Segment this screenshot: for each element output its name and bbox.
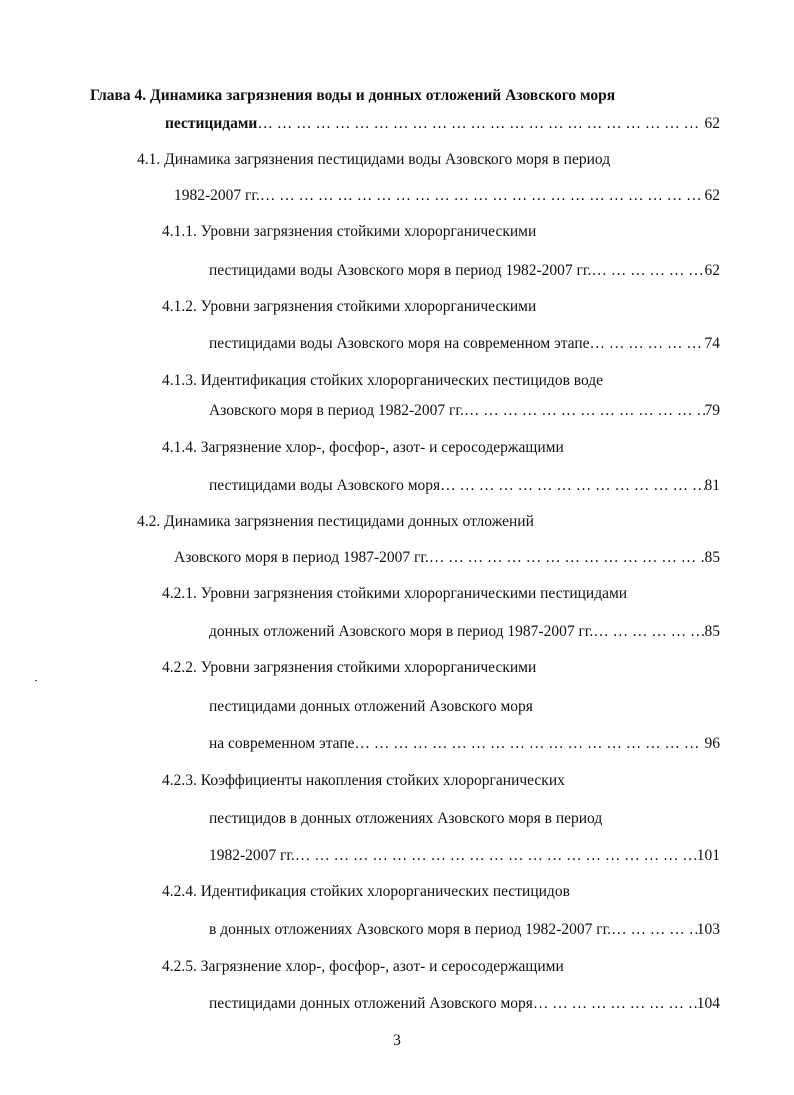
toc-entry-4-1 (174, 186, 720, 206)
toc-leader: … … … … … … … … … … … … … … … … … … … … … … … … … … … … … … … … … … … … … … … … … … … … … (591, 261, 704, 281)
toc-entry-text: на современном этапе (209, 735, 355, 752)
toc-page-number: 62 (704, 262, 720, 279)
toc-subsection-title: 4.1.2. Уровни загрязнения стойкими хлорорганическими (162, 298, 537, 315)
toc-leader: … … … … … … … … … … … … … … … … … … … … … … … … … … … … … … … … … … … … … … … … … … … … … (260, 186, 705, 206)
toc-leader: … … … … … … … … … … … … … … … … … … … … … … … … … … … … … … … … … … … … … … … … … … … … … (611, 920, 697, 940)
page-number: 3 (393, 1032, 401, 1049)
toc-entry-text: пестицидами (165, 115, 258, 132)
toc-entry-4-1-3 (209, 401, 720, 421)
toc-entry-4-2-2 (209, 734, 720, 754)
toc-subsection-title: 4.2.4. Идентификация стойких хлорорганических пестицидов (162, 883, 570, 900)
toc-subsection-continued: пестицидами донных отложений Азовского моря (209, 698, 533, 715)
toc-subsection-title: 4.2.1. Уровни загрязнения стойкими хлорорганическими пестицидами (162, 585, 628, 602)
toc-entry-text: 1982-2007 гг. (209, 847, 295, 864)
toc-leader: … … … … … … … … … … … … … … … … … … … … … … … … … … … … … … … … … … … … … … … … … … … … … (257, 114, 704, 134)
toc-page-number: 96 (704, 735, 720, 752)
toc-leader: … … … … … … … … … … … … … … … … … … … … … … … … … … … … … … … … … … … … … … … … … … … … … (429, 548, 705, 568)
toc-page-number: 62 (704, 187, 720, 204)
toc-subsection-title: 4.1.3. Идентификация стойких хлорорганических пестицидов воде (162, 372, 604, 389)
toc-entry-4-1-2 (209, 334, 720, 354)
toc-leader: … … … … … … … … … … … … … … … … … … … … … … … … … … … … … … … … … … … … … … … … … … … … … (590, 334, 705, 354)
toc-leader: … … … … … … … … … … … … … … … … … … … … … … … … … … … … … … … … … … … … … … … … … … … … … (593, 622, 704, 642)
toc-leader: … … … … … … … … … … … … … … … … … … … … … … … … … … … … … … … … … … … … … … … … … … … … … (295, 846, 697, 866)
toc-entry-4-1-4 (209, 476, 720, 496)
toc-page-number: 81 (704, 477, 720, 494)
toc-entry-text: донных отложений Азовского моря в период 1987-2007 гг. (209, 623, 594, 640)
toc-page-number: 62 (704, 115, 720, 132)
toc-entry-text: 1982-2007 гг. (174, 187, 260, 204)
toc-leader: … … … … … … … … … … … … … … … … … … … … … … … … … … … … … … … … … … … … … … … … … … … … … (533, 994, 697, 1014)
toc-subsection-title: 4.2.2. Уровни загрязнения стойкими хлорорганическими (162, 659, 537, 676)
toc-entry-text: Азовского моря в период 1987-2007 гг. (174, 549, 429, 566)
toc-page-number: 85 (704, 549, 720, 566)
toc-entry-4-2-5 (209, 994, 720, 1014)
toc-entry-4-1-1 (209, 261, 720, 281)
toc-page-number: 79 (704, 402, 720, 419)
toc-subsection-title: 4.2.5. Загрязнение хлор-, фосфор-, азот- и серосодержащими (162, 958, 564, 975)
toc-subsection-continued: пестицидов в донных отложениях Азовского моря в период (209, 810, 603, 827)
toc-section-title: 4.1. Динамика загрязнения пестицидами воды Азовского моря в период (137, 151, 611, 168)
toc-entry-chapter4 (165, 114, 720, 134)
toc-entry-text: пестицидами воды Азовского моря в период 1982-2007 гг. (209, 262, 592, 279)
toc-page-number: 74 (704, 335, 720, 352)
toc-entry-4-2 (174, 548, 720, 568)
toc-entry-text: в донных отложениях Азовского моря в период 1982-2007 гг. (209, 921, 612, 938)
toc-subsection-title: 4.2.3. Коэффициенты накопления стойких хлорорганических (162, 772, 565, 789)
toc-subsection-title: 4.1.1. Уровни загрязнения стойкими хлорорганическими (162, 223, 537, 240)
toc-entry-4-2-1 (209, 622, 720, 642)
toc-leader: … … … … … … … … … … … … … … … … … … … … … … … … … … … … … … … … … … … … … … … … … … … … … (440, 476, 704, 496)
toc-entry-text: пестицидами воды Азовского моря на современном этапе (209, 335, 590, 352)
toc-page-number: 101 (696, 847, 720, 864)
toc-entry-text: пестицидами донных отложений Азовского моря (209, 995, 533, 1012)
toc-entry-text: пестицидами воды Азовского моря (209, 477, 441, 494)
toc-chapter-title: Глава 4. Динамика загрязнения воды и донных отложений Азовского моря (90, 87, 616, 104)
toc-section-title: 4.2. Динамика загрязнения пестицидами донных отложений (137, 513, 534, 530)
toc-page-number: 104 (696, 995, 720, 1012)
toc-page-number: 85 (704, 623, 720, 640)
toc-leader: … … … … … … … … … … … … … … … … … … … … … … … … … … … … … … … … … … … … … … … … … … … … … (355, 734, 705, 754)
toc-entry-text: Азовского моря в период 1982-2007 гг. (209, 402, 464, 419)
toc-subsection-title: 4.1.4. Загрязнение хлор-, фосфор-, азот- и серосодержащими (162, 439, 564, 456)
toc-entry-4-2-3 (209, 846, 720, 866)
toc-entry-4-2-4 (209, 920, 720, 940)
toc-page-number: 103 (696, 921, 720, 938)
toc-leader: … … … … … … … … … … … … … … … … … … … … … … … … … … … … … … … … … … … … … … … … … … … … … (464, 401, 705, 421)
scan-speck (35, 680, 37, 681)
